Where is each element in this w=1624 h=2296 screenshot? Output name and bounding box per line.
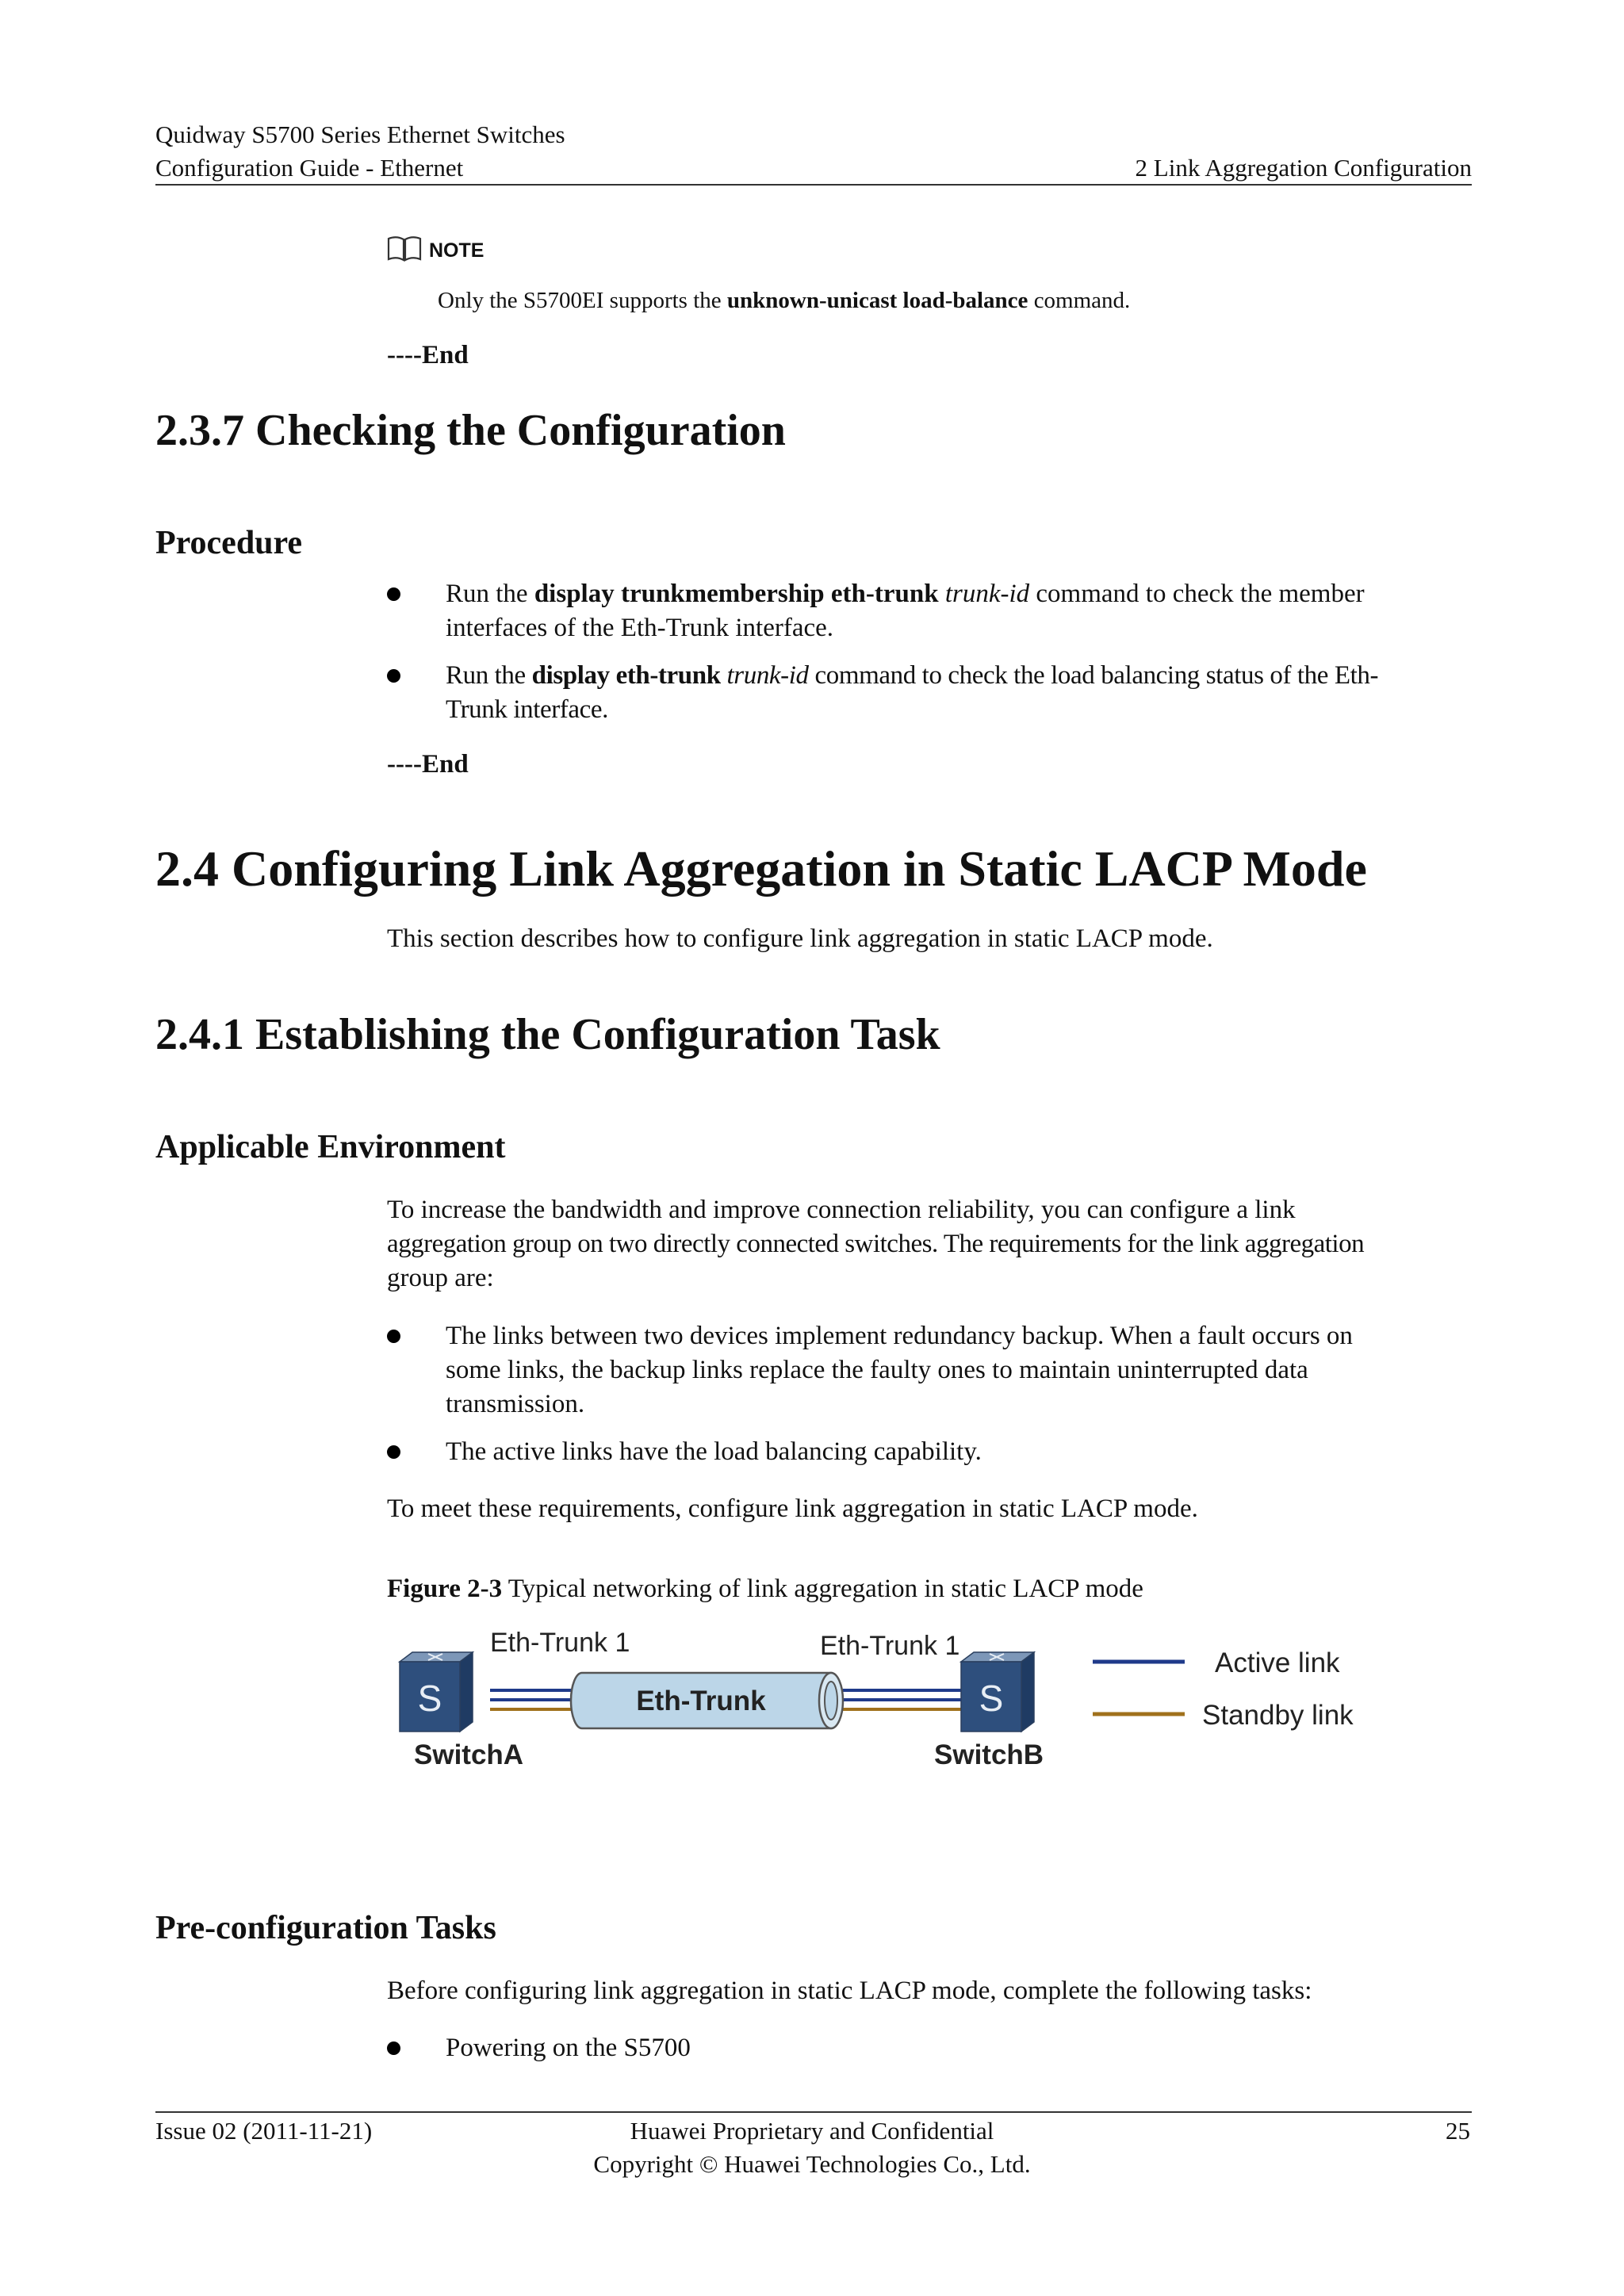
- bullet-dot: [387, 587, 400, 601]
- env-bullet-line: transmission.: [446, 1390, 585, 1418]
- note-text: [438, 285, 1130, 316]
- env-para-line: To increase the bandwidth and improve connection reliability, you can configure a link: [387, 1196, 1296, 1224]
- book-icon: [387, 235, 422, 262]
- header-rule: [155, 184, 1472, 186]
- section-heading-2-3-7: 2.3.7 Checking the Configuration: [155, 406, 786, 455]
- tube-label: Eth-Trunk: [636, 1686, 766, 1716]
- end-marker: ----End: [387, 750, 469, 779]
- bullet-1-arg: trunk-id: [944, 580, 1030, 608]
- bullet-dot: [387, 1445, 400, 1459]
- bullet-dot: [387, 669, 400, 683]
- figure-number: Figure 2-3: [387, 1575, 503, 1603]
- right-trunk-label: Eth-Trunk 1: [820, 1631, 960, 1661]
- environment-bullet-2: The active links have the load balancing capability.: [446, 1437, 982, 1466]
- footer-copyright: Copyright © Huawei Technologies Co., Ltd.: [593, 2150, 1031, 2178]
- note-command: unknown-unicast load-balance: [726, 288, 1028, 313]
- footer-issue: Issue 02 (2011-11-21): [155, 2117, 373, 2145]
- note-label: NOTE: [429, 239, 485, 262]
- page-number: 25: [1446, 2117, 1470, 2145]
- header-product: Quidway S5700 Series Ethernet Switches: [155, 121, 565, 148]
- figure-caption: [387, 1572, 1143, 1606]
- note-text-before: Only the S5700EI supports the: [438, 288, 727, 313]
- figure-diagram: [387, 1617, 1386, 1776]
- legend-standby-label: Standby link: [1202, 1700, 1354, 1731]
- bullet-dot: [387, 1330, 400, 1343]
- env-para-line: group are:: [387, 1264, 494, 1292]
- bullet-1-pre: Run the: [446, 580, 534, 608]
- left-links: [490, 1690, 577, 1709]
- environment-conclusion: To meet these requirements, configure link aggregation in static LACP mode.: [387, 1494, 1198, 1523]
- bullet-2-line2: Trunk interface.: [446, 695, 608, 724]
- note-text-after: command.: [1028, 288, 1131, 313]
- section-intro: This section describes how to configure link aggregation in static LACP mode.: [387, 924, 1213, 953]
- section-heading-2-4-1: 2.4.1 Establishing the Configuration Task: [155, 1010, 940, 1059]
- end-marker: ----End: [387, 341, 469, 369]
- legend-active-label: Active link: [1215, 1647, 1340, 1678]
- switch-b-letter: S: [979, 1678, 1004, 1719]
- switch-b-label: SwitchB: [934, 1739, 1044, 1770]
- figure-caption-text: Typical networking of link aggregation in static LACP mode: [502, 1575, 1143, 1603]
- header-chapter: 2 Link Aggregation Configuration: [1135, 154, 1472, 182]
- right-links: [843, 1690, 964, 1709]
- environment-paragraph: [387, 1193, 1473, 1295]
- pre-configuration-bullet-1: Powering on the S5700: [446, 2034, 691, 2062]
- env-para-line: aggregation group on two directly connected switches. The requirements for the link aggregation: [387, 1230, 1365, 1258]
- pre-configuration-paragraph: Before configuring link aggregation in static LACP mode, complete the following tasks:: [387, 1976, 1312, 2005]
- env-bullet-line: The links between two devices implement redundancy backup. When a fault occurs on: [446, 1322, 1353, 1350]
- bullet-2-post: command to check the load balancing status of the Eth-: [808, 661, 1379, 690]
- bullet-dot: [387, 2042, 400, 2055]
- bullet-1-post: command to check the member: [1029, 580, 1365, 608]
- bullet-2-arg: trunk-id: [726, 661, 809, 690]
- section-heading-2-4: 2.4 Configuring Link Aggregation in Static LACP Mode: [155, 840, 1367, 897]
- pre-configuration-heading: Pre-configuration Tasks: [155, 1910, 496, 1946]
- procedure-heading: Procedure: [155, 525, 303, 561]
- bullet-1-command: display trunkmembership eth-trunk: [534, 580, 939, 608]
- procedure-bullet-1: [446, 577, 1365, 645]
- switch-a-letter: S: [417, 1678, 442, 1719]
- environment-bullet-1: [446, 1319, 1353, 1422]
- applicable-environment-heading: Applicable Environment: [155, 1129, 506, 1165]
- left-trunk-label: Eth-Trunk 1: [490, 1628, 630, 1658]
- switch-a-label: SwitchA: [414, 1739, 524, 1770]
- procedure-bullet-2: [446, 659, 1378, 727]
- header-guide: Configuration Guide - Ethernet: [155, 154, 464, 182]
- env-bullet-line: some links, the backup links replace the faulty ones to maintain uninterrupted data: [446, 1356, 1308, 1384]
- bullet-1-line2: interfaces of the Eth-Trunk interface.: [446, 614, 834, 642]
- bullet-2-pre: Run the: [446, 661, 532, 690]
- bullet-2-command: display eth-trunk: [531, 661, 721, 690]
- footer-confidential: Huawei Proprietary and Confidential: [630, 2117, 994, 2145]
- footer-rule: [155, 2111, 1472, 2113]
